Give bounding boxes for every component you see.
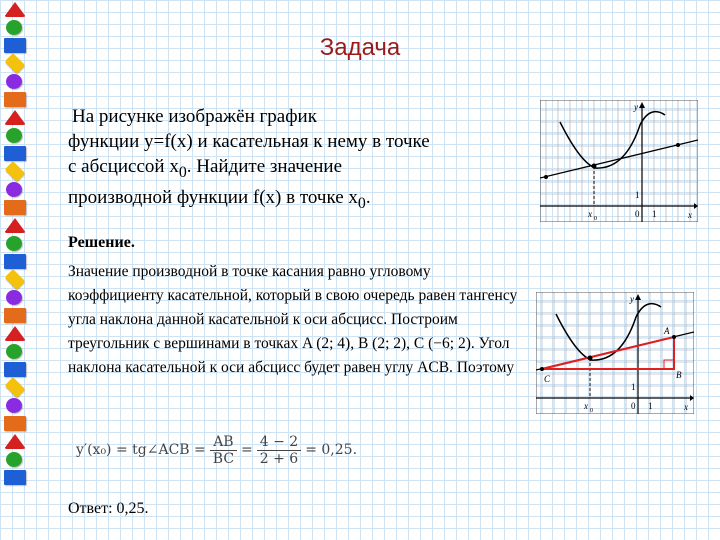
x0-label: x (584, 401, 588, 411)
solution-graph (536, 292, 694, 414)
y-axis-label: y (630, 294, 634, 304)
problem-line-3-end: . Найдите значение (186, 156, 343, 177)
x-axis-label: x (684, 402, 688, 412)
spine-shape-icon (4, 254, 26, 269)
solution-heading: Решение. (68, 234, 135, 251)
vertex-a-label: A (664, 326, 670, 336)
fraction-ab-bc (210, 434, 237, 467)
page-title: Задача (319, 34, 401, 61)
fraction-values (257, 434, 301, 467)
problem-line-3: с абсциссой x (68, 156, 179, 177)
x0-subscript: 0 (590, 408, 593, 414)
subscript: 0 (178, 163, 187, 181)
spine-shape-icon (5, 161, 26, 182)
y-axis-arrow-icon (639, 102, 645, 108)
x-axis-arrow-icon (690, 395, 694, 401)
unit-y-label: 1 (631, 382, 636, 392)
spine-shape-icon (6, 344, 22, 359)
point-a (672, 335, 676, 339)
formula-equals: = (241, 442, 253, 458)
y-axis-arrow-icon (635, 294, 641, 300)
spine-shape-icon (6, 452, 22, 467)
spine-shape-icon (6, 20, 22, 35)
line-point (676, 143, 680, 147)
problem-line-2: функции y=f(x) и касательная к нему в точке (68, 131, 430, 152)
triangle-abc (542, 337, 674, 369)
tangent-point (592, 164, 597, 169)
derivative-formula (76, 430, 416, 470)
line-point (544, 175, 548, 179)
spine-shape-icon (6, 290, 22, 305)
vertex-b-label: B (676, 370, 682, 380)
fraction-denominator: BC (212, 450, 235, 467)
tangent-line (540, 140, 698, 178)
spine-shape-icon (6, 74, 22, 89)
spine-shape-icon (5, 269, 26, 290)
spine-shape-icon (4, 362, 26, 377)
function-curve (560, 112, 665, 168)
problem-text (68, 104, 538, 216)
function-graph (540, 100, 698, 222)
spine-shape-icon (6, 236, 22, 251)
function-curve (556, 304, 661, 360)
spine-shape-icon (5, 377, 26, 398)
fraction-denominator: 2 + 6 (259, 450, 299, 467)
spine-shape-icon (4, 92, 26, 107)
fraction-numerator: AB (210, 434, 236, 451)
x0-subscript: 0 (594, 216, 597, 222)
spine-shape-icon (4, 200, 26, 215)
right-angle-mark (664, 360, 674, 369)
x0-label: x (588, 209, 592, 219)
vertex-c-label: C (544, 374, 551, 384)
spine-shape-icon (6, 182, 22, 197)
spine-shape-icon (4, 416, 26, 431)
unit-y-label: 1 (635, 190, 640, 200)
problem-line-4-end: . (365, 186, 371, 208)
problem-line-4: производной функции f(x) в точке x (68, 186, 358, 208)
unit-x-label: 1 (652, 209, 657, 219)
spine-shape-icon (4, 218, 26, 233)
origin-label: 0 (631, 401, 636, 411)
answer-text: Ответ: 0,25. (68, 500, 149, 517)
spine-shape-icon (4, 434, 26, 449)
formula-lhs: y′(x₀) = tg∠ACB = (76, 442, 206, 458)
unit-x-label: 1 (648, 401, 653, 411)
spine-shape-icon (4, 146, 26, 161)
spine-shape-icon (4, 308, 26, 323)
spine-shape-icon (4, 2, 26, 17)
point-c (540, 367, 544, 371)
spine-shape-icon (6, 398, 22, 413)
tangent-point (588, 356, 593, 361)
spine-shape-icon (4, 326, 26, 341)
problem-line-1: На рисунке изображён график (72, 106, 317, 127)
fraction-numerator: 4 − 2 (257, 434, 301, 451)
spine-shape-icon (4, 470, 26, 485)
y-axis-label: y (634, 102, 638, 112)
formula-result: = 0,25. (305, 442, 358, 458)
spine-shape-icon (6, 128, 22, 143)
notebook-spine (0, 0, 28, 540)
x-axis-arrow-icon (694, 203, 698, 209)
x-axis-label: x (688, 210, 692, 220)
origin-label: 0 (635, 209, 640, 219)
subscript: 0 (357, 194, 366, 212)
spine-shape-icon (4, 110, 26, 125)
solution-text: Значение производной в точке касания равно угловому коэффициенту касательной, который в свою очередь равен тангенсу угла наклона данной касательной к оси абсцисс. Построим треугольник с вершинами в точках A (2; 4), B (2; 2), C (−6; 2). Угол наклона касательной к оси абсцисс будет равен углу ACB. Поэтому (68, 263, 518, 376)
